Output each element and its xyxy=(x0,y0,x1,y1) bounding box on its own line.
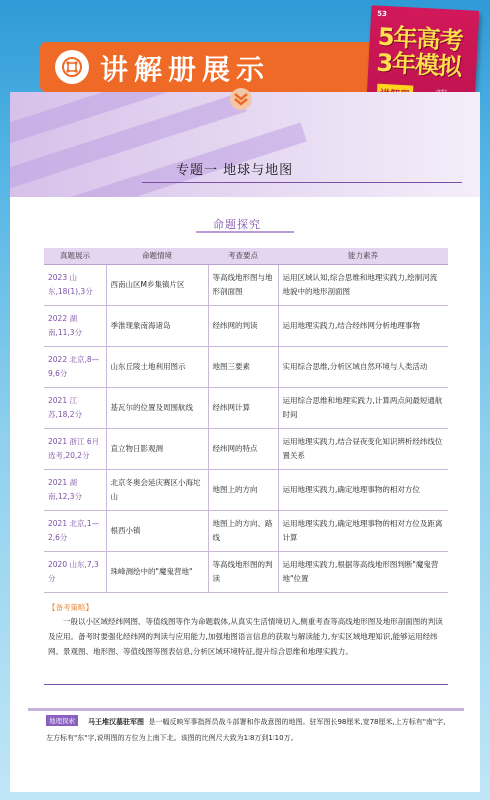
table-cell: 运用地理实践力,结合昼夜变化知识辨析经纬线位置关系 xyxy=(278,428,448,469)
section-title: 命题探究 xyxy=(213,218,261,231)
strategy-paragraph: 一般以小区域经纬网图、等值线图等作为命题载体,从真实生活情境切入,侧重考查等高线地形图及地形剖面图的判读及应用。备考时要强化经纬网的判读与应用能力,加强地图语言信息的获取与解读能力,夯实区域地理知识,能够运用经纬网、景观图、地形图、等值线图等图表信息,分析区域环境特征,提升综合思维和地理实践力。 xyxy=(48,617,443,656)
table-cell: 运用地理实践力,根据等高线地形图判断"魔鬼营地"位置 xyxy=(278,551,448,592)
table-cell: 实用综合思维,分析区域自然环境与人类活动 xyxy=(278,346,448,387)
table-cell: 运用地理实践力,结合经纬网分析地理事物 xyxy=(278,305,448,346)
table-header: 真题展示 xyxy=(44,248,106,264)
network-icon xyxy=(55,50,89,84)
table-cell: 西南山区M乡集镇片区 xyxy=(106,264,208,305)
explore-text xyxy=(46,714,446,746)
table-cell: 基瓦尔的位置及周围航线 xyxy=(106,387,208,428)
table-cell: 珠峰测绘中的"魔鬼营地" xyxy=(106,551,208,592)
table-row xyxy=(44,428,448,469)
table-cell: 经纬网的判读 xyxy=(208,305,278,346)
table-row xyxy=(44,469,448,510)
card-bottom-divider xyxy=(44,684,448,685)
table-row xyxy=(44,510,448,551)
strategy-title: 【备考策略】 xyxy=(48,603,93,612)
topic-divider xyxy=(142,182,462,183)
table-row xyxy=(44,387,448,428)
table-cell: 2022 湖南,11,3分 xyxy=(44,305,106,346)
table-cell: 山东丘陵土地利用图示 xyxy=(106,346,208,387)
table-row xyxy=(44,346,448,387)
table-cell: 根西小镇 xyxy=(106,510,208,551)
book-title-line2: 3年模拟 xyxy=(375,48,462,82)
table-cell: 直立物日影观测 xyxy=(106,428,208,469)
table-cell: 地图上的方向、路线 xyxy=(208,510,278,551)
table-cell: 2022 北京,8—9,6分 xyxy=(44,346,106,387)
book-title xyxy=(376,24,463,80)
table-cell: 等高线地形图与地形剖面图 xyxy=(208,264,278,305)
chevron-down-icon xyxy=(228,88,254,110)
table-cell: 2021 浙江 6月选考,20,2分 xyxy=(44,428,106,469)
table-cell: 运用地理实践力,确定地理事物的相对方位 xyxy=(278,469,448,510)
exam-table xyxy=(44,248,448,593)
table-header: 命题情境 xyxy=(106,248,208,264)
book-title-line1: 5年高考 xyxy=(377,22,464,56)
table-cell: 2023 山东,18(1),3分 xyxy=(44,264,106,305)
table-cell: 经纬网计算 xyxy=(208,387,278,428)
explore-badge: 地理探索 xyxy=(46,715,78,726)
table-cell: 北京冬奥会延庆赛区小海坨山 xyxy=(106,469,208,510)
explore-body: 是一幅反映军事指挥员战斗部署和作战意图的地图。驻军图长98厘米,宽78厘米,上方标有"南"字,左方标有"东"字,说明图的方位为上南下北。该图的比例尺大致为1∶8万到1∶10万。 xyxy=(46,718,446,742)
table-row xyxy=(44,264,448,305)
table-cell: 地图三要素 xyxy=(208,346,278,387)
table-row xyxy=(44,305,448,346)
book-tag: 53 xyxy=(376,9,388,19)
table-row xyxy=(44,551,448,592)
table-cell: 运用区域认知,综合思维和地理实践力,绘制河流地貌中的地形剖面图 xyxy=(278,264,448,305)
section-underline xyxy=(196,231,294,233)
table-cell: 季淮现象南海诸岛 xyxy=(106,305,208,346)
table-cell: 运用综合思维和地理实践力,计算两点间最短通航时间 xyxy=(278,387,448,428)
table-header: 考查要点 xyxy=(208,248,278,264)
table-cell: 2021 江苏,18,2分 xyxy=(44,387,106,428)
banner-title: 讲解册展示 xyxy=(100,53,271,86)
table-cell: 等高线地形图的判读 xyxy=(208,551,278,592)
table-header-row xyxy=(44,248,448,264)
strategy-text xyxy=(48,614,448,659)
table-cell: 2021 北京,1—2,6分 xyxy=(44,510,106,551)
table-cell: 2021 湖南,12,3分 xyxy=(44,469,106,510)
table-header: 能力素养 xyxy=(278,248,448,264)
explore-title: 马王堆汉墓驻军图 xyxy=(88,718,144,726)
topic-title: 专题一 地球与地图 xyxy=(176,163,294,178)
table-cell: 2020 山东,7,3分 xyxy=(44,551,106,592)
table-cell: 经纬网的特点 xyxy=(208,428,278,469)
table-cell: 运用地理实践力,确定地理事物的相对方位及距离计算 xyxy=(278,510,448,551)
table-cell: 地图上的方向 xyxy=(208,469,278,510)
